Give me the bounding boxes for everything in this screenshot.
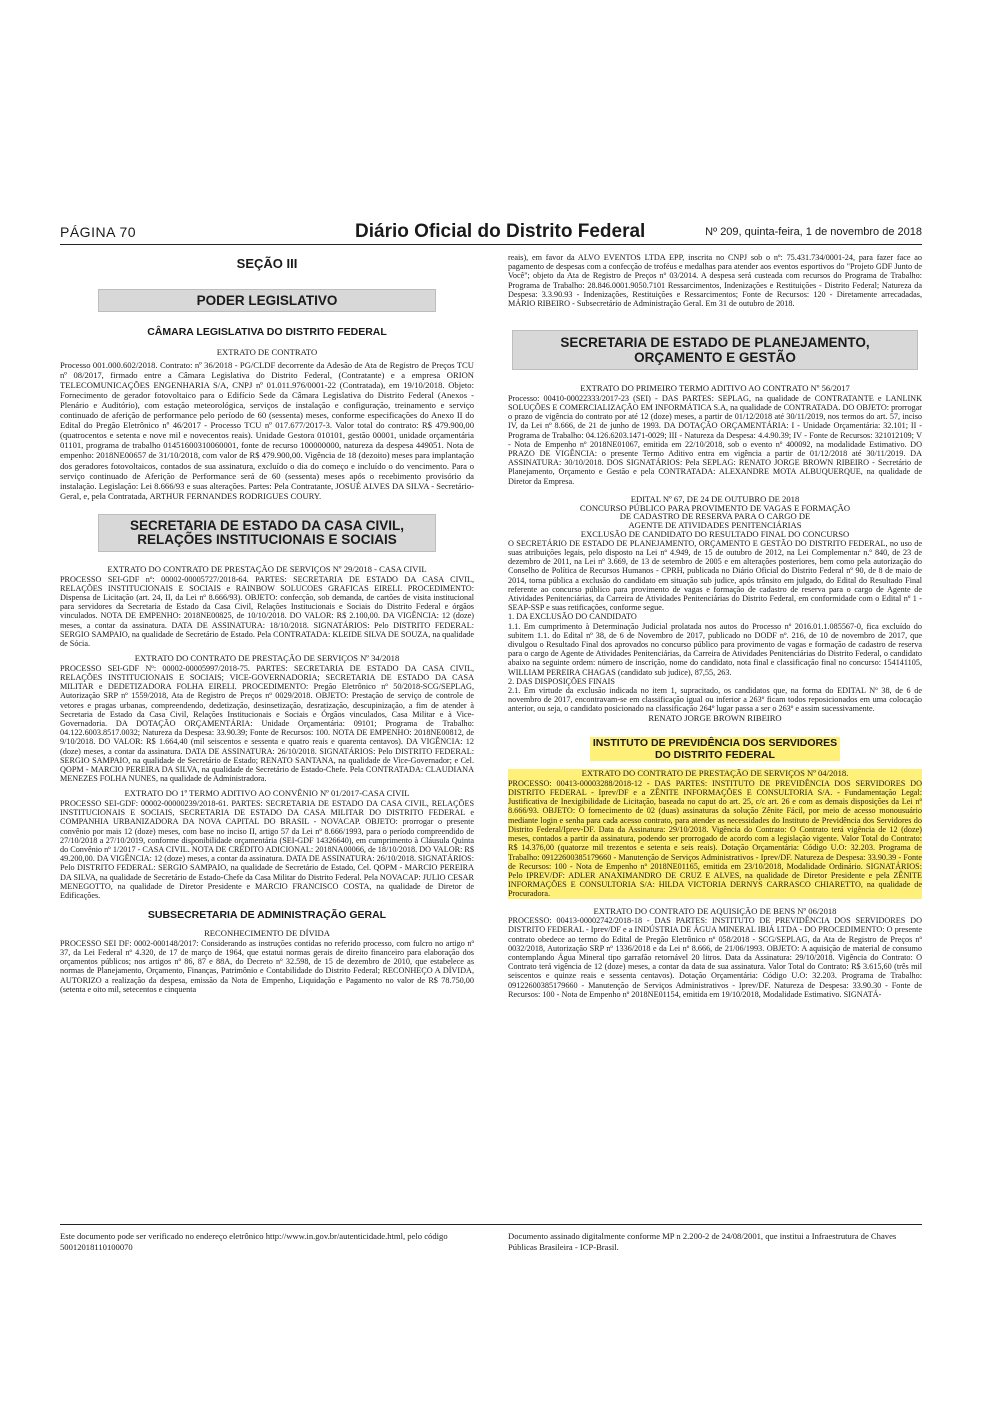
iprev-heading	[508, 737, 922, 763]
extrato-title: EXTRATO DO CONTRATO DE PRESTAÇÃO DE SERVIÇOS Nº 04/2018.	[581, 768, 849, 779]
section-header-casa-civil: SECRETARIA DE ESTADO DA CASA CIVIL, RELAÇÕES INSTITUCIONAIS E SOCIAIS	[98, 514, 436, 552]
extrato-title: EXTRATO DE CONTRATO	[216, 347, 318, 357]
extrato-body: PROCESSO SEI-GDF: 00002-00000239/2018-61. PARTES: SECRETARIA DE ESTADO DA CASA CIVIL, RELAÇÕES INSTITUCIONAIS E SOCIAIS, SECRETARIA DE ESTADO DA CASA MILITAR DO DISTRITO FEDERAL e COMPANHIA URBANIZADORA DA NOVA CAPITAL DO BRASIL - NOVACAP. OBJETO: prorrogar o presente convênio por mais 12 (doze) meses, com base no inciso II, artigo 57 da Lei nº 8.666/1993, para o período compreendido de 27/10/2018 a 27/10/2019, conforme disponibilidade orçamentária (SEI-GDF 14326640), em cumprimento à Cláusula Quinta do Convênio nº 1/2017 - CASA CIVIL. NOTA DE CRÉDITO ADICIONAL: 2018NA00066, de 18/10/2018. DO VALOR: R$ 49.200,00. DA VIGÊNCIA: 12 (doze) meses, a contar da assinatura. DATA DE ASSINATURA: 26/10/2018. SIGNATÁRIOS: Pelo DISTRITO FEDERAL: SERGIO SAMPAIO, na qualidade de Secretário de Estado, Cel. QOPM - MARCIO PEREIRA DA SILVA, na qualidade de Secretário de Estado-Chefe da Casa Militar do Distrito Federal. Pela NOVACAP: JULIO CESAR MENEGOTTO, na qualidade de Diretor Presidente e MARCIO FRANCISCO COSTA, na qualidade de Diretor de Edificações.	[60, 798, 474, 900]
header-rule	[60, 244, 922, 245]
left-column	[60, 252, 474, 994]
extrato-body: Processo 001.000.602/2018. Contrato: nº 36/2018 - PG/CLDF decorrente da Adesão de Ata de Registro de Preços TCU nº 08/2017, firmado entre a Câmara Legislativa do Distrito Federal, (Contratante) e a empresa ORION TELECOMUNICAÇÕES ENGENHARIA S/A, CNPJ nº 01.011.976/0001-22 (Contratada), em 19/10/2018. Objeto: Fornecimento de gerador fotovoltaico para o Edifício Sede da Câmara Legislativa do Distrito Federal (Anexos - Plenário e Auditório), com estação meteorológica, serviços de instalação e configuração, treinamento e serviço continuado de aferição de performance pelo período de 60 (sessenta) meses, conforme especificações do Anexo II do Edital do Pregão Eletrônico nº 46/2017 - Processo TCU nº 017.677/2017-3. Valor total do contrato: R$ 479.900,00 (quatrocentos e setenta e nove mil e novecentos reais). Unidade Gestora 010101, gestão 00001, unidade orçamentária 01101, programa de trabalho 01451600310060001, fonte de recurso 100000000, natureza da despesa 449051. Nota de empenho: 2018NE00657 de 31/10/2018, com valor de R$ 479.900,00. Vigência de 18 (dezoito) meses para implantação dos geradores fotovoltaicos, contados de sua assinatura, excluído o dia do começo e incluído o do vencimento. Para o serviço continuado de Aferição de Performance será de 60 (sessenta) meses após o recebimento provisório da instalação. Legislação: Lei 8.666/93 e suas alterações. Partes: Pela Contratante, JOSUÉ ALVES DA SILVA - Secretário-Geral, e, pela Contratada, ARTHUR FERNANDES RODRIGUES COURY.	[60, 359, 474, 501]
extrato-body: PROCESSO SEI-GDF Nº: 00002-00005997/2018-75. PARTES: SECRETARIA DE ESTADO DA CASA CIVIL, RELAÇÕES INSTITUCIONAIS E SOCIAIS; VICE-GOVERNADORIA; SECRETARIA DE ESTADO DA CASA MILITAR e DEDETIZADORA FOLHA EIRELI. PROCEDIMENTO: Pregão Eletrônico nº 50/2018-SCG/SEPLAG, Autorização SRP nº 1559/2018, Ata de Registro de Preços nº 0029/2018. OBJETO: Prestação de serviço de controle de vetores e pragas urbanas, compreendendo, dedetização, desinsetização, desratização, descupinização, a fim de atender à Secretaria de Estado da Casa Civil, Relações Institucionais e Sociais e Órgãos vinculados, Casa Militar e à Vice-Governadoria. DA DOTAÇÃO ORÇAMENTÁRIA: Unidade Orçamentária: 09101; Programa de Trabalho: 04.122.6003.8517.0032; Natureza da Despesa: 33.90.39; Fonte de Recursos: 100. NOTA DE EMPENHO: 2018NE00812, de 9/10/2018. DO VALOR: R$ 1.664,40 (mil seiscentos e sessenta e quatro reais e quarenta centavos). DA VIGÊNCIA: 12 (doze) meses, a contar da assinatura. DATA DE ASSINATURA: 26/10/2018. SIGNATÁRIOS: Pelo DISTRITO FEDERAL: SERGIO SAMPAIO, na qualidade de Secretário de Estado; RENATO SANTANA, na qualidade de Vice-Governador; e Cel. QOPM - MARCIO PEREIRA DA SILVA, na qualidade de Secretário de Estado-Chefe. Pela CONTRATADA: CLAUDIANA MENEZES FOLHA NUNES, na qualidade de Administradora.	[60, 663, 474, 784]
continuation-body: reais), em favor da ALVO EVENTOS LTDA EPP, inscrita no CNPJ sob o nº: 75.431.734/0001-24, para fazer face ao pagamento de despesas com a confecção de troféus e medalhas para atender aos eventos esportivos do "Projeto GDF Junto de Você"; objeto da Ata de Registro de Preços nº 03/2014. A despesa será custeada com recursos do Programa de Trabalho: Programa de Trabalho: 28.846.0001.9050.7101 Ressarcimentos, Indenizações e Restituições - Distrito Federal; Natureza da Despesa: 3.3.90.93 - Indenizações, Restituições e Ressarcimentos; Fonte de Recursos: 120 - Diretamente arrecadadas, MÁRIO RIBEIRO - Subsecretário de Administração Geral. Em 31 de outubro de 2018.	[508, 253, 922, 309]
edital-item: 1.1. Em cumprimento à Determinação Judicial prolatada nos autos do Processo nº 2016.01.1.085567-0, fica excluído do subitem 1.1. do Edital nº 38, de 6 de Novembro de 2017, publicado no DODF nº. 216, de 10 de novembro de 2017, que divulgou o Resultado Final dos aprovados no concurso público para provimento de vagas e formação de cadastro de reserva para o cargo de Agente de Atividades Penitenciárias, da Carreira de Atividades Penitenciárias do Distrito Federal, o candidato abaixo na seguinte ordem: número de inscrição, nome do candidato, nota final e classificação final no concurso: 154141105, WILLIAM PEREIRA CHAGAS (candidato sub judice), 87,55, 263.	[508, 621, 922, 677]
extrato-title: EXTRATO DO 1º TERMO ADITIVO AO CONVÊNIO Nº 01/2017-CASA CIVIL	[124, 788, 410, 799]
section-header-seplag: SECRETARIA DE ESTADO DE PLANEJAMENTO, ORÇAMENTO E GESTÃO	[512, 330, 918, 370]
extrato-body: PROCESSO SEI DF: 0002-000148/2017: Considerando as instruções contidas no referido processo, com fulcro no artigo nº 37, da Lei Federal nº 4.320, de 17 de março de 1964, que estatui normas gerais de direito financeiro para elaboração dos orçamentos públicos; nos artigos nº 86, 87 e 88A, do Decreto nº 32.598, de 15 de dezembro de 2010, que estabelece as normas de Planejamento, Orçamento, Finanças, Patrimônio e Contabilidade do Distrito Federal; RECONHEÇO A DÍVIDA, AUTORIZO a realização da despesa, emissão da Nota de Empenho, Liquidação e Pagamento no valor de R$ 78.750,00 (setenta e oito mil, setecentos e cinquenta	[60, 938, 474, 994]
edital-title: EDITAL Nº 67, DE 24 DE OUTUBRO DE 2018 CONCURSO PÚBLICO PARA PROVIMENTO DE VAGAS E FORMAÇÃO DE CADASTRO DE RESERVA PARA O CARGO DE AGENTE DE ATIVIDADES PENITENCIÁRIAS EXCLUSÃO DE CANDIDATO DO RESULTADO FINAL DO CONCURSO	[579, 493, 851, 540]
extrato-body: PROCESSO SEI-GDF nº: 00002-00005727/2018-64. PARTES: SECRETARIA DE ESTADO DA CASA CIVIL, RELAÇÕES INSTITUCIONAIS E SOCIAIS e RAINBOW SOLUCOES GRAFICAS EIRELI. PROCEDIMENTO: Dispensa de Licitação (art. 24, II, da Lei nº 8.666/93). OBJETO: confecção, sob demanda, de cartões de visita institucional para servidores da Secretaria de Estado da Casa Civil, Relações Institucionais e Sociais do Distrito Federal e órgãos vinculados. NOTA DE EMPENHO: 2018NE00825, de 10/10/2018. DO VALOR: R$ 2.100,00. DA VIGÊNCIA: 12 (doze) meses, a contar da assinatura. DATA DE ASSINATURA: 18/10/2018. SIGNATÁRIOS: Pelo DISTRITO FEDERAL: SERGIO SAMPAIO, na qualidade de Secretário de Estado. Pela CONTRATADA: KLEIDE SILVA DE SOUZA, na qualidade de Sócia.	[60, 574, 474, 648]
edital-body: O SECRETÁRIO DE ESTADO DE PLANEJAMENTO, ORÇAMENTO E GESTÃO DO DISTRITO FEDERAL, no uso de suas atribuições legais, pelo disposto na Lei nº 4.949, de 15 de outubro de 2012, na Lei Complementar n.º 840, de 23 de dezembro de 2011, na Lei nº 3.669, de 13 de setembro de 2005 e em alterações posteriores, bem como pela autorização do Conselho de Política de Recursos Humanos - CPRH, publicada no Diário Oficial do Distrito Federal nº 90, de 8 de maio de 2014, torna pública a exclusão do candidato em situação sub judice, após trânsito em julgado, do Edital do Resultado Final referente ao concurso público para provimento de vagas e formação de cadastro de reserva para o cargo de Agente de Atividades Penitenciárias, da Carreira de Atividades Penitenciárias do Distrito Federal, em conformidade com o Edital nº 1 - SEAP-SSP e suas retificações, conforme segue.	[508, 538, 922, 613]
footer-rule	[60, 1224, 922, 1225]
footer-verification: Este documento pode ser verificado no endereço eletrônico http://www.in.gov.br/autenticidade.html, pelo código 50012018110100070	[60, 1231, 448, 1252]
extrato-title: RECONHECIMENTO DE DÍVIDA	[204, 928, 330, 939]
extrato-title: EXTRATO DO CONTRATO DE AQUISIÇÃO DE BENS Nº 06/2018	[593, 905, 837, 916]
page-header	[60, 222, 922, 244]
edital-item: 2.1. Em virtude da exclusão indicada no item 1, supracitado, os candidatos que, na forma do EDITAL Nº 38, de 6 de novembro de 2017, encontravam-se em classificação igual ou inferior a 263º ficam todos reposicionados em uma colocação anterior, ou seja, o candidato posicionado na classificação 264º lugar passa a ser o 263º e assim sucessivamente.	[508, 686, 922, 714]
journal-title: Diário Oficial do Distrito Federal	[355, 221, 646, 242]
org-title-subsecretaria: SUBSECRETARIA DE ADMINISTRAÇÃO GERAL	[147, 909, 387, 922]
right-column	[508, 252, 922, 999]
edital-item: 2. DAS DISPOSIÇÕES FINAIS	[508, 676, 615, 686]
extrato-body: PROCESSO: 00413-00003288/2018-12 - DAS PARTES: INSTITUTO DE PREVIDÊNCIA DOS SERVIDORES DO DISTRITO FEDERAL - Iprev/DF e a ZÊNITE INFORMAÇÕES E CONSULTORIA S/A. - Fundamentação Legal: Justificativa de Inexigibilidade de Licitação, baseada no caput do art. 25, c/c art. 26 e com as demais disposições da Lei nº 8.666/93. OBJETO: O fornecimento de 02 (duas) assinaturas da solução Zênite Fácil, por meio de acesso monousuário mediante login e senha para cada acesso contrato, para atender as necessidades do Instituto de Previdência dos Servidores do Distrito Federal/Iprev-DF. Data da Assinatura: 29/10/2018. Vigência do Contrato: O Contrato terá vigência de 12 (doze) meses, contados a partir da assinatura, podendo ser prorrogado de acordo com a legislação vigente. Valor Total do Contrato: R$ 14.376,00 (quatorze mil trezentos e setenta e seis reais). Dotação Orçamentária: Código U.O: 32.203. Programa de Trabalho: 09122600385179660 - Manutenção de Serviços Administrativos - Iprev/DF. Natureza de Despesa: 33.90.39 - Fonte de Recursos: 100 - Nota de Empenho nº 2018NE01165, emitida em 23/10/2018, Modalidade Ordinário. SIGNATÁRIOS: Pelo IPREV/DF: ADLER ANAXIMANDRO DE CRUZ E ALVES, na qualidade de Diretor Presidente e pela ZÊNITE INFORMAÇÕES E CONSULTORIA S/A: HILDA VICTORIA DERNYS CARRASCO CHIARETTO, na qualidade de Procuradora.	[508, 778, 922, 899]
org-title-iprev: INSTITUTO DE PREVIDÊNCIA DOS SERVIDORES DO DISTRITO FEDERAL	[590, 737, 840, 761]
edital-item: 1. DA EXCLUSÃO DO CANDIDATO	[508, 612, 637, 622]
section-header-legislativo: PODER LEGISLATIVO	[98, 289, 436, 312]
footer-signature-note: Documento assinado digitalmente conforme MP n 2.200-2 de 24/08/2001, que institui a Infraestrutura de Chaves Públicas Brasileira - ICP-Brasil.	[508, 1231, 897, 1252]
edital-signature: RENATO JORGE BROWN RIBEIRO	[648, 712, 782, 723]
extrato-title: EXTRATO DO CONTRATO DE PRESTAÇÃO DE SERVIÇOS Nº 34/2018	[134, 653, 400, 664]
extrato-body: PROCESSO: 00413-00002742/2018-18 - DAS PARTES: INSTITUTO DE PREVIDÊNCIA DOS SERVIDORES DO DISTRITO FEDERAL - Iprev/DF e a INDÚSTRIA DE ÁGUA MINERAL IBIÁ LTDA - DO PROCEDIMENTO: O presente contrato obedece ao termo do Edital de Pregão Eletrônico nº 058/2018 - SCG/SEPLAG, da Ata de Registro de Preços nº 0032/2018, Autorização SRP nº 1336/2018 e da Lei nº 8.666, de 21/06/1993. OBJETO: A aquisição de material de consumo contemplando Água Mineral tipo garrafão retornável 20 litros. Data da Assinatura: 29/10/2018. Vigência do Contrato: O Contrato terá vigência de 12 (doze) meses, a contar da data de sua assinatura. Valor Total do Contrato: R$ 3.615,60 (três mil seiscentos e quinze reais e sessenta centavos). Dotação Orçamentária: Código U.O: 32.203. Programa de Trabalho: 09122600385179660 - Manutenção de Serviços Administrativos - Iprev/DF. Natureza de Despesa: 33.90.30 - Fonte de Recursos: 100 - Nota de Empenho nº 2018NE01154, emitida em 19/10/2018, Modalidade Estimativo. SIGNATÁ-	[508, 916, 922, 999]
extrato-title: EXTRATO DO CONTRATO DE PRESTAÇÃO DE SERVIÇOS Nº 29/2018 - CASA CIVIL	[107, 563, 427, 574]
section-title: SEÇÃO III	[236, 256, 298, 271]
extrato-body: Processo: 00410-00022333/2017-23 (SEI) - DAS PARTES: SEPLAG, na qualidade de CONTRATANTE e LANLINK SOLUÇÕES E COMERCIALIZAÇÃO EM INFORMÁTICA S.A, na qualidade de CONTRATADA. DO OBJETO: prorrogar o prazo de vigência do contrato por até 12 (doze) meses, a partir de 01/12/2018 até 30/11/2019, nos termos do art. 57, inciso IV, da Lei nº 8.666, de 21 de junho de 1993. DA DOTAÇÃO ORÇAMENTÁRIA: I - Unidade Orçamentária: 32.101; II - Programa de Trabalho: 04.126.6203.1471-0029; III - Natureza da Despesa: 4.4.90.39; IV - Fonte de Recursos: 321012109; V - Nota de Empenho nº 2018NE01067, emitida em 22/10/2018, sob o evento nº 400092, na modalidade Estimativo. DO PRAZO DE VIGÊNCIA: o presente Termo Aditivo entra em vigência a partir de 01/12/2018 até 30/11/2019. DA ASSINATURA: 30/10/2018. DOS SIGNATÁRIOS: Pela SEPLAG: RENATO JORGE BROWN RIBEIRO - Secretário de Planejamento, Orçamento e Gestão e pela CONTRATADA: ALEXANDRE MOTA ALBUQUERQUE, na qualidade de Diretor da Empresa.	[508, 393, 922, 486]
issue-date: Nº 209, quinta-feira, 1 de novembro de 2018	[705, 226, 922, 238]
highlighted-extrato	[508, 769, 922, 898]
extrato-title: EXTRATO DO PRIMEIRO TERMO ADITIVO AO CONTRATO Nº 56/2017	[580, 383, 850, 394]
org-title-cldf: CÂMARA LEGISLATIVA DO DISTRITO FEDERAL	[147, 326, 387, 338]
page-number: PÁGINA 70	[60, 224, 137, 240]
